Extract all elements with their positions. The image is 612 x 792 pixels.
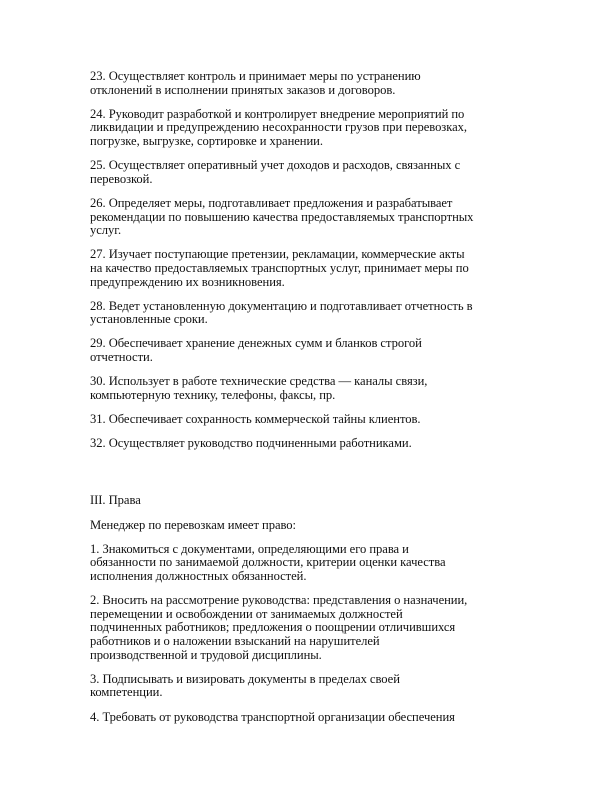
text-line: отчетности. bbox=[90, 350, 153, 365]
document-page bbox=[90, 70, 530, 735]
duty-item-32 bbox=[90, 437, 530, 451]
text-line: 30. Использует в работе технические средства — каналы связи, bbox=[90, 374, 428, 389]
text-line: предупреждению их возникновения. bbox=[90, 274, 285, 289]
section-heading bbox=[90, 494, 530, 508]
text-line: 24. Руководит разработкой и контролирует внедрение мероприятий по bbox=[90, 106, 465, 121]
text-line: 2. Вносить на рассмотрение руководства: представления о назначении, bbox=[90, 593, 468, 608]
text-line: на качество предоставляемых транспортных услуг, принимает меры по bbox=[90, 260, 469, 275]
duty-item-24 bbox=[90, 108, 530, 149]
right-item-4 bbox=[90, 711, 530, 725]
section-spacer bbox=[90, 461, 530, 494]
duty-item-23 bbox=[90, 70, 530, 97]
intro-text: Менеджер по перевозкам имеет право: bbox=[90, 517, 297, 532]
text-line: установленные сроки. bbox=[90, 312, 208, 327]
duty-item-31 bbox=[90, 413, 530, 427]
text-line: 25. Осуществляет оперативный учет доходов и расходов, связанных с bbox=[90, 158, 461, 173]
text-line: 26. Определяет меры, подготавливает предложения и разрабатывает bbox=[90, 195, 453, 210]
text-line: 4. Требовать от руководства транспортной организации обеспечения bbox=[90, 709, 455, 724]
text-line: исполнения должностных обязанностей. bbox=[90, 568, 307, 583]
text-line: перевозкой. bbox=[90, 171, 153, 186]
duty-item-26 bbox=[90, 197, 530, 238]
text-line: работников и о наложении взысканий на нарушителей bbox=[90, 633, 380, 648]
rights-section bbox=[90, 494, 530, 724]
text-line: погрузке, выгрузке, сортировке и хранении. bbox=[90, 133, 323, 148]
duty-item-30 bbox=[90, 375, 530, 402]
text-line: подчиненных работников; предложения о поощрении отличившихся bbox=[90, 620, 456, 635]
heading-text: III. Права bbox=[90, 493, 141, 508]
text-line: производственной и трудовой дисциплины. bbox=[90, 647, 322, 662]
text-line: 28. Ведет установленную документацию и подготавливает отчетность в bbox=[90, 298, 473, 313]
duty-item-27 bbox=[90, 248, 530, 289]
text-line: 31. Обеспечивает сохранность коммерческой тайны клиентов. bbox=[90, 412, 421, 427]
text-line: обязанности по занимаемой должности, критерии оценки качества bbox=[90, 555, 446, 570]
text-line: 32. Осуществляет руководство подчиненными работниками. bbox=[90, 436, 412, 451]
right-item-1 bbox=[90, 543, 530, 584]
rights-intro bbox=[90, 519, 530, 533]
duty-item-28 bbox=[90, 300, 530, 327]
duties-list bbox=[90, 70, 530, 451]
text-line: компетенции. bbox=[90, 685, 163, 700]
text-line: ликвидации и предупреждению несохранности грузов при перевозках, bbox=[90, 120, 467, 135]
text-line: перемещении и освобождении от занимаемых должностей bbox=[90, 606, 403, 621]
text-line: 23. Осуществляет контроль и принимает меры по устранению bbox=[90, 69, 421, 83]
text-line: 1. Знакомиться с документами, определяющими его права и bbox=[90, 541, 409, 556]
duty-item-25 bbox=[90, 159, 530, 186]
text-line: 3. Подписывать и визировать документы в пределах своей bbox=[90, 671, 400, 686]
right-item-2 bbox=[90, 594, 530, 662]
right-item-3 bbox=[90, 673, 530, 700]
text-line: 29. Обеспечивает хранение денежных сумм и бланков строгой bbox=[90, 336, 422, 351]
text-line: отклонений в исполнении принятых заказов и договоров. bbox=[90, 82, 396, 97]
text-line: 27. Изучает поступающие претензии, рекламации, коммерческие акты bbox=[90, 247, 465, 262]
text-line: рекомендации по повышению качества предоставляемых транспортных bbox=[90, 209, 474, 224]
text-line: услуг. bbox=[90, 223, 122, 238]
duty-item-29 bbox=[90, 337, 530, 364]
text-line: компьютерную технику, телефоны, факсы, пр. bbox=[90, 387, 336, 402]
